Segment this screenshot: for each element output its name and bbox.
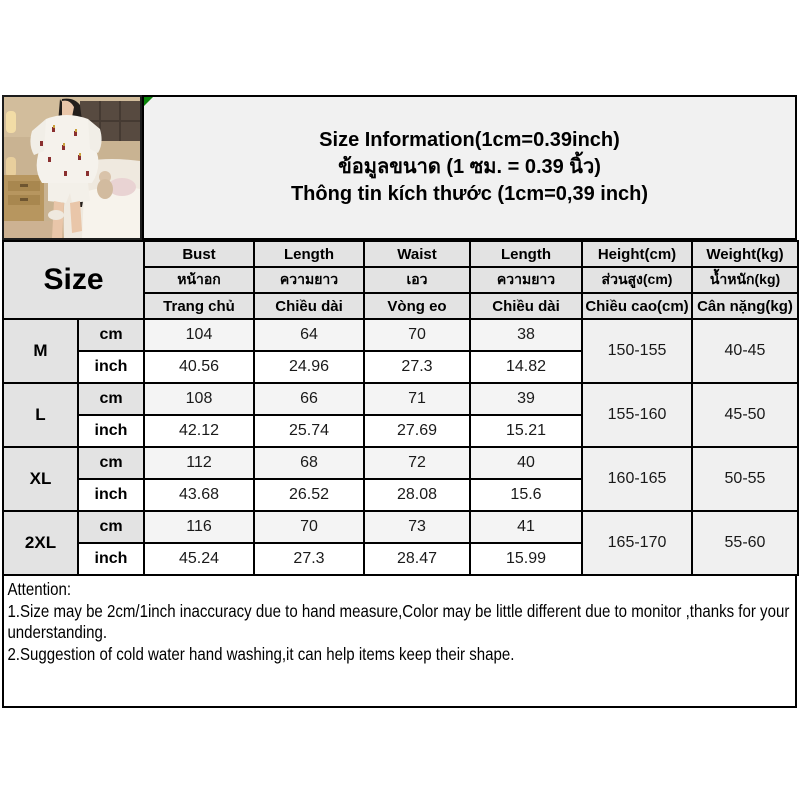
- col-header-length-vi: Chiều dài: [254, 293, 364, 319]
- attention-text: [4, 576, 793, 668]
- measurement-value: 70: [364, 319, 470, 351]
- measurement-value: 108: [144, 383, 254, 415]
- measurement-value: 70: [254, 511, 364, 543]
- col-header-length2-th: ความยาว: [470, 267, 582, 293]
- col-header-length-en: Length: [254, 241, 364, 267]
- col-header-weight-th: น้ำหนัก(kg): [692, 267, 798, 293]
- title-vietnamese: Thông tin kích thước (1cm=0,39 inch): [290, 183, 649, 205]
- col-header-waist-en: Waist: [364, 241, 470, 267]
- measurement-value: 26.52: [254, 479, 364, 511]
- col-header-bust-vi: Trang chủ: [144, 293, 254, 319]
- unit-label-cm: cm: [78, 447, 144, 479]
- measurement-value: 27.69: [364, 415, 470, 447]
- size-row-label: M: [3, 319, 78, 383]
- measurement-value: 15.99: [470, 543, 582, 575]
- measurement-value: 27.3: [254, 543, 364, 575]
- size-row-label: L: [3, 383, 78, 447]
- height-range: 160-165: [582, 447, 692, 511]
- measurement-value: 116: [144, 511, 254, 543]
- unit-label-inch: inch: [78, 415, 144, 447]
- measurement-value: 28.08: [364, 479, 470, 511]
- col-header-length-th: ความยาว: [254, 267, 364, 293]
- col-header-weight-vi: Cân nặng(kg): [692, 293, 798, 319]
- measurement-value: 43.68: [144, 479, 254, 511]
- size-row-label: XL: [3, 447, 78, 511]
- product-photo: [2, 95, 142, 240]
- attention-box: [2, 576, 797, 708]
- measurement-value: 72: [364, 447, 470, 479]
- col-header-waist-vi: Vòng eo: [364, 293, 470, 319]
- unit-label-cm: cm: [78, 319, 144, 351]
- title-thai: ข้อมูลขนาด (1 ซม. = 0.39 นิ้ว): [338, 156, 601, 178]
- col-header-waist-th: เอว: [364, 267, 470, 293]
- size-header-cell: Size: [3, 241, 144, 319]
- unit-label-cm: cm: [78, 383, 144, 415]
- measurement-value: 24.96: [254, 351, 364, 383]
- height-range: 155-160: [582, 383, 692, 447]
- weight-range: 40-45: [692, 319, 798, 383]
- measurement-value: 66: [254, 383, 364, 415]
- weight-range: 45-50: [692, 383, 798, 447]
- measurement-value: 42.12: [144, 415, 254, 447]
- col-header-bust-th: หน้าอก: [144, 267, 254, 293]
- measurement-value: 14.82: [470, 351, 582, 383]
- col-header-weight-en: Weight(kg): [692, 241, 798, 267]
- measurement-value: 104: [144, 319, 254, 351]
- measurement-value: 40.56: [144, 351, 254, 383]
- col-header-length2-vi: Chiều dài: [470, 293, 582, 319]
- measurement-value: 71: [364, 383, 470, 415]
- height-range: 165-170: [582, 511, 692, 575]
- measurement-value: 15.21: [470, 415, 582, 447]
- col-header-height-vi: Chiều cao(cm): [582, 293, 692, 319]
- product-photo-illustration: [4, 97, 140, 238]
- attention-heading: Attention:: [7, 579, 72, 599]
- attention-line-1: 1.Size may be 2cm/1inch inaccuracy due to hand measure,Color may be little different due to monitor ,thanks for your understanding.: [7, 600, 790, 642]
- size-table: [2, 240, 799, 576]
- measurement-value: 27.3: [364, 351, 470, 383]
- green-corner-marker-icon: [144, 97, 153, 106]
- size-row-label: 2XL: [3, 511, 78, 575]
- measurement-value: 25.74: [254, 415, 364, 447]
- col-header-height-en: Height(cm): [582, 241, 692, 267]
- measurement-value: 40: [470, 447, 582, 479]
- weight-range: 55-60: [692, 511, 798, 575]
- size-info-title-box: [142, 95, 797, 240]
- title-english: Size Information(1cm=0.39inch): [319, 129, 620, 151]
- measurement-value: 73: [364, 511, 470, 543]
- weight-range: 50-55: [692, 447, 798, 511]
- measurement-value: 45.24: [144, 543, 254, 575]
- measurement-value: 28.47: [364, 543, 470, 575]
- height-range: 150-155: [582, 319, 692, 383]
- measurement-value: 64: [254, 319, 364, 351]
- measurement-value: 39: [470, 383, 582, 415]
- measurement-value: 68: [254, 447, 364, 479]
- measurement-value: 112: [144, 447, 254, 479]
- measurement-value: 38: [470, 319, 582, 351]
- top-section: [2, 95, 797, 240]
- unit-label-cm: cm: [78, 511, 144, 543]
- unit-label-inch: inch: [78, 479, 144, 511]
- attention-line-2: 2.Suggestion of cold water hand washing,it can help items keep their shape.: [7, 643, 515, 664]
- unit-label-inch: inch: [78, 543, 144, 575]
- col-header-bust-en: Bust: [144, 241, 254, 267]
- col-header-height-th: ส่วนสูง(cm): [582, 267, 692, 293]
- unit-label-inch: inch: [78, 351, 144, 383]
- measurement-value: 41: [470, 511, 582, 543]
- col-header-length2-en: Length: [470, 241, 582, 267]
- size-chart-content: [2, 95, 797, 708]
- measurement-value: 15.6: [470, 479, 582, 511]
